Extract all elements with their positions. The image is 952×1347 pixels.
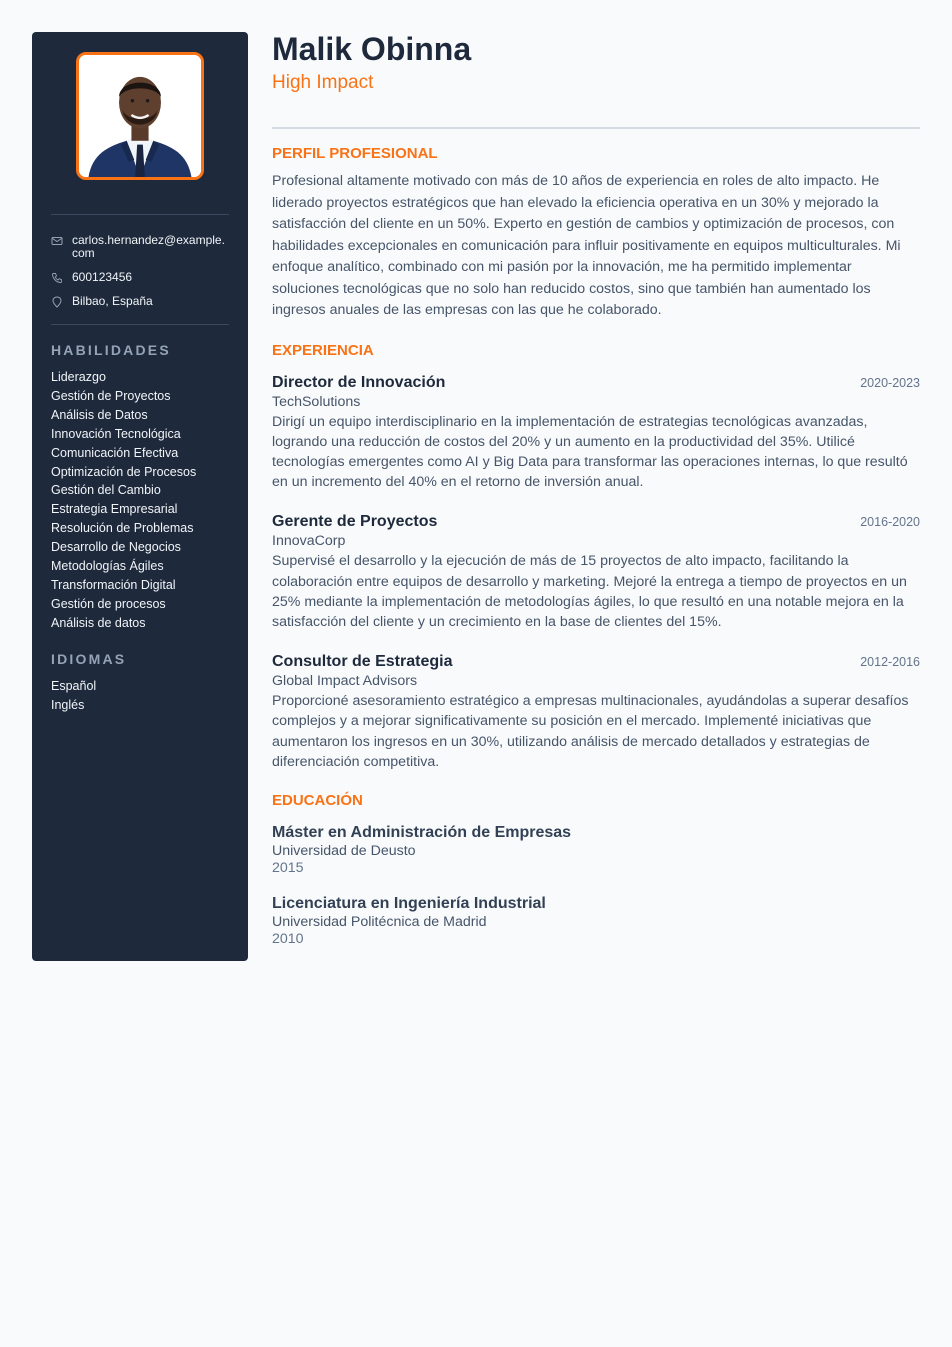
skill-item: Gestión de Proyectos [51,388,171,403]
skill-item: Análisis de datos [51,615,146,630]
experience-heading: EXPERIENCIA [272,341,374,359]
skill-item: Gestión de procesos [51,596,166,611]
location-text: Bilbao, España [72,294,153,308]
education-entry [272,823,920,876]
job-company: InnovaCorp [272,533,346,550]
profile-text: Profesional altamente motivado con más de 10 años de experiencia en roles de alto impacto. He liderado proyectos estratégicos que han elevado la eficiencia operativa en un 30% y mejorado la satisfacción del cliente en un 50%. Experto en gestión de cambios y optimización de procesos, con habilidades excepcionales en comunicación para influir positivamente en equipos multiculturales. Mi enfoque analítico, combinado con mi pasión por la innovación, me ha permitido implementar soluciones tecnológicas que no solo han reducido costos, sino que también han aumentado los ingresos anuales de las empresas con las que he colaborado. [272,173,901,318]
language-item: Inglés [51,697,85,712]
languages-heading: IDIOMAS [51,650,127,667]
job-entry [272,652,920,772]
graduation-year: 2015 [272,859,304,876]
skill-item: Liderazgo [51,370,106,384]
sidebar-divider [51,324,229,325]
contact-list [51,234,229,308]
skill-item: Innovación Tecnológica [51,426,181,441]
skill-item: Metodologías Ágiles [51,559,164,574]
languages-list [51,677,229,715]
education-entry [272,894,920,947]
location-pin-icon [51,296,63,308]
job-company: Global Impact Advisors [272,673,418,690]
skill-item: Desarrollo de Negocios [51,540,181,555]
education-heading: EDUCACIÓN [272,791,363,809]
job-dates: 2020-2023 [860,375,920,390]
job-dates: 2016-2020 [860,515,920,530]
school-name: Universidad de Deusto [272,842,416,859]
skill-item: Optimización de Procesos [51,464,197,479]
phone-text: 600123456 [72,270,133,284]
email-text: carlos.hernandez@example.com [72,233,225,260]
graduation-year: 2010 [272,930,304,947]
language-item: Español [51,678,97,693]
job-entry [272,373,920,493]
avatar [79,55,201,177]
job-title: Director de Innovación [272,373,446,391]
phone-icon [51,272,63,284]
contact-email[interactable] [51,234,229,260]
sidebar-divider [51,214,229,215]
main-content [272,30,920,947]
job-description: Dirigí un equipo interdisciplinario en la implementación de estrategias tecnológicas avanzadas, logrando una reducción de costos del 20% y un aumento en la productividad del 35%. Utilicé tecnologías emergentes como AI y Big Data para transformar las operaciones internas, lo que resultó en un incremento del 40% en el retorno de inversión anual. [272,413,908,491]
header-divider [272,127,920,129]
job-description: Proporcioné asesoramiento estratégico a empresas multinacionales, ayudándolas a superar desafíos complejos y a mejorar significativamente su posición en el mercado. Implementé iniciativas que aumentaron los ingresos en un 30%, utilizando análisis de mercado detallados y estrategias de diferenciación competitiva. [272,693,909,770]
skill-item: Análisis de Datos [51,407,148,422]
candidate-name: Malik Obinna [272,31,472,67]
contact-location [51,295,229,308]
job-entry [272,512,920,632]
skill-item: Resolución de Problemas [51,521,194,536]
job-company: TechSolutions [272,393,361,410]
profile-heading: PERFIL PROFESIONAL [272,145,438,162]
school-name: Universidad Politécnica de Madrid [272,913,487,930]
skill-item: Transformación Digital [51,577,176,592]
skill-item: Gestión del Cambio [51,483,161,498]
job-dates: 2012-2016 [860,655,920,670]
skill-item: Estrategia Empresarial [51,502,178,517]
job-title: Consultor de Estrategia [272,653,453,671]
mail-icon [51,235,63,247]
job-description: Supervisé el desarrollo y la ejecución de más de 15 proyectos de alto impacto, facilitando la colaboración entre equipos de desarrollo y marketing. Mejoré la entrega a tiempo de proyectos en un 25% mediante la implementación de metodologías ágiles, lo que resultó en una notable mejora en la satisfacción del cliente y un crecimiento en la base de clientes del 15%. [272,553,907,630]
sidebar [32,32,248,961]
degree-title: Licenciatura en Ingeniería Industrial [272,894,546,912]
candidate-subtitle: High Impact [272,72,374,93]
skills-heading: HABILIDADES [51,342,171,358]
skill-item: Comunicación Efectiva [51,445,179,460]
contact-phone[interactable] [51,271,229,284]
job-title: Gerente de Proyectos [272,513,438,531]
skills-list [51,368,229,633]
degree-title: Máster en Administración de Empresas [272,823,572,841]
profile-photo [76,52,204,180]
